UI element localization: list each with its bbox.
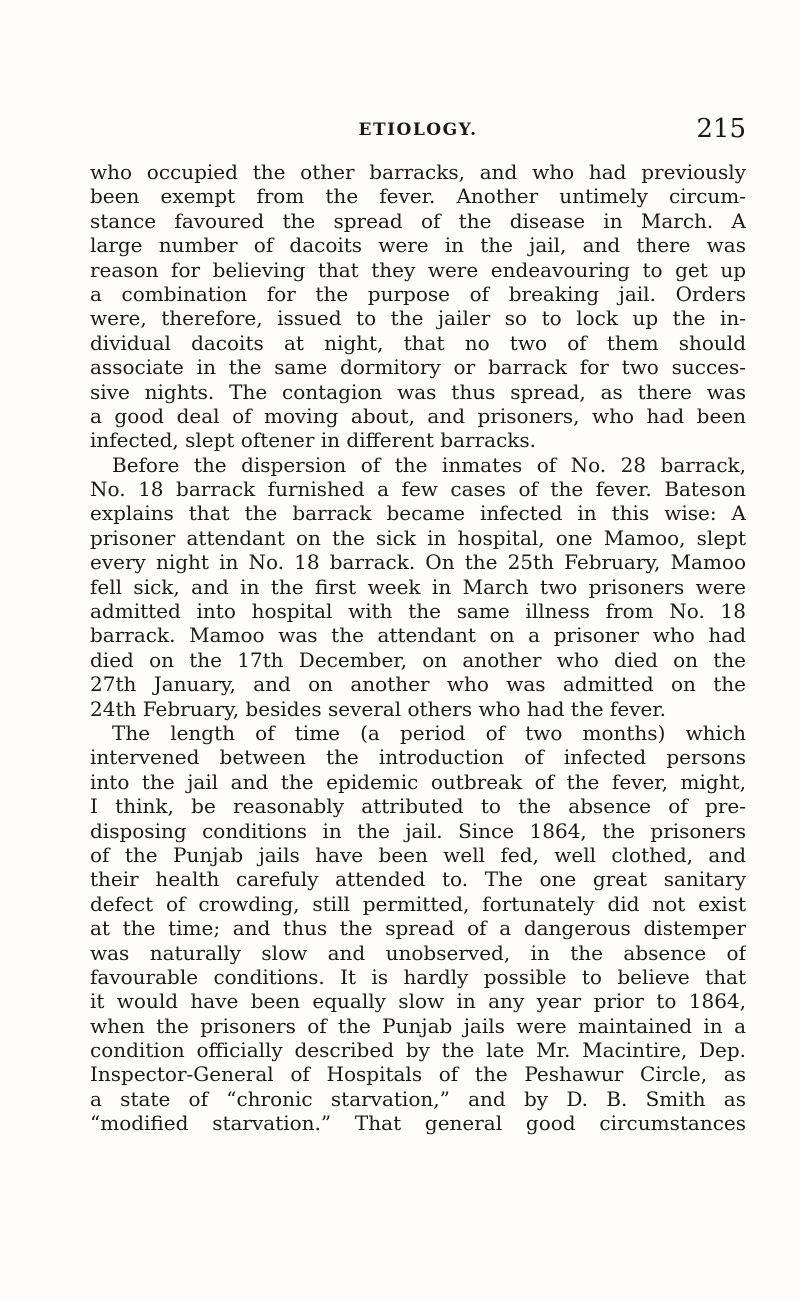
- text-line: prisoner attendant on the sick in hospital, one Mamoo, slept: [90, 525, 746, 550]
- text-line: intervened between the introduction of infected persons: [90, 745, 746, 770]
- text-line: their health carefuly attended to. The one great sanitary: [90, 867, 746, 892]
- text-line: died on the 17th December, on another who died on the: [90, 647, 746, 672]
- text-line: The length of time (a period of two months) which: [112, 720, 746, 745]
- text-line: every night in No. 18 barrack. On the 25th February, Mamoo: [90, 550, 746, 575]
- text-line: at the time; and thus the spread of a dangerous distemper: [90, 916, 746, 941]
- text-line: explains that the barrack became infected in this wise: A: [90, 501, 746, 526]
- text-line: Before the dispersion of the inmates of No. 28 barrack,: [112, 452, 746, 477]
- text-line: favourable conditions. It is hardly possible to believe that: [90, 964, 746, 989]
- text-line: infected, slept oftener in different barracks.: [90, 428, 537, 453]
- text-line: 24th February, besides several others who had the fever.: [90, 696, 667, 721]
- text-line: was naturally slow and unobserved, in the absence of: [90, 940, 746, 965]
- text-line: stance favoured the spread of the disease in March. A: [90, 208, 746, 233]
- text-line: admitted into hospital with the same illness from No. 18: [90, 599, 746, 624]
- text-line: large number of dacoits were in the jail, and there was: [90, 233, 746, 258]
- text-line: of the Punjab jails have been well fed, well clothed, and: [90, 842, 746, 867]
- body-text: [90, 160, 746, 1136]
- page-number: 215: [696, 114, 746, 144]
- text-line: into the jail and the epidemic outbreak of the fever, might,: [90, 769, 746, 794]
- text-line: 27th January, and on another who was admitted on the: [90, 672, 746, 697]
- text-line: reason for believing that they were endeavouring to get up: [90, 257, 746, 282]
- running-title: ETIOLOGY.: [358, 120, 478, 140]
- text-line: barrack. Mamoo was the attendant on a prisoner who had: [90, 623, 746, 648]
- text-line: dividual dacoits at night, that no two of them should: [90, 330, 746, 355]
- text-line: No. 18 barrack furnished a few cases of the fever. Bateson: [90, 477, 746, 502]
- text-line: a combination for the purpose of breaking jail. Orders: [90, 281, 746, 306]
- text-line: who occupied the other barracks, and who had previously: [90, 160, 746, 184]
- text-line: been exempt from the fever. Another untimely circum-: [90, 184, 746, 209]
- text-line: associate in the same dormitory or barrack for two succes-: [90, 355, 746, 380]
- text-line: it would have been equally slow in any year prior to 1864,: [90, 989, 746, 1014]
- running-head: [90, 116, 746, 152]
- text-line: fell sick, and in the first week in March two prisoners were: [90, 574, 746, 599]
- text-line: when the prisoners of the Punjab jails were maintained in a: [90, 1013, 746, 1038]
- text-line: a good deal of moving about, and prisoners, who had been: [90, 403, 746, 428]
- text-line: defect of crowding, still permitted, fortunately did not exist: [90, 891, 746, 916]
- text-line: condition officially described by the late Mr. Macintire, Dep.: [90, 1038, 746, 1063]
- text-line: a state of “chronic starvation,” and by D. B. Smith as: [90, 1086, 746, 1111]
- text-line: I think, be reasonably attributed to the absence of pre-: [90, 794, 746, 819]
- text-line: sive nights. The contagion was thus spread, as there was: [90, 379, 746, 404]
- text-line: were, therefore, issued to the jailer so to lock up the in-: [90, 306, 746, 331]
- text-line: “modified starvation.” That general good circumstances: [90, 1111, 746, 1136]
- text-line: disposing conditions in the jail. Since 1864, the prisoners: [90, 818, 746, 843]
- text-line: Inspector-General of Hospitals of the Peshawur Circle, as: [90, 1062, 746, 1087]
